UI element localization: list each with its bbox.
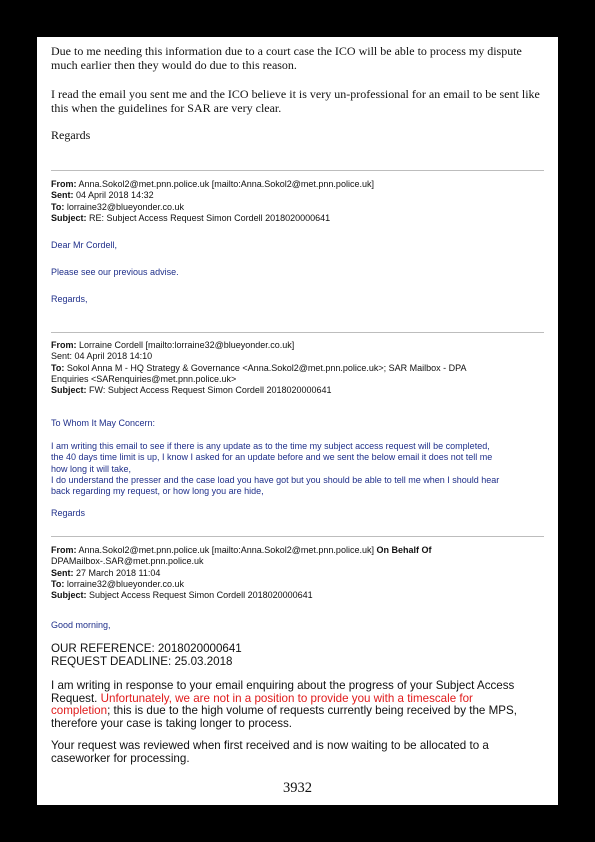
email2-body-line: I do understand the presser and the case load you have got but you should be able to tell me when I should hear [51,474,500,485]
on-behalf-label: On Behalf Of [376,545,432,555]
email3-from: Anna.Sokol2@met.pnn.police.uk [mailto:Anna.Sokol2@met.pnn.police.uk] [78,545,374,555]
email1-closing: Regards, [51,294,88,304]
request-deadline: REQUEST DEADLINE: 25.03.2018 [51,654,233,668]
intro-paragraph-1: Due to me needing this information due to a court case the ICO will be able to process my dispute much earlier then they would do due to this reason. [51,44,522,72]
intro-closing: Regards [51,128,91,142]
email2-to-line1: Sokol Anna M - HQ Strategy & Governance <Anna.Sokol2@met.pnn.police.uk>; SAR Mailbox - DPA [66,362,467,373]
email1-sent: 04 April 2018 14:32 [76,190,154,201]
email2-header [51,340,551,396]
email1-subject: RE: Subject Access Request Simon Cordell 2018020000641 [89,212,331,223]
email1-from: Anna.Sokol2@met.pnn.police.uk [mailto:Anna.Sokol2@met.pnn.police.uk] [78,179,374,189]
divider [51,332,544,333]
subject-label: Subject: [51,590,87,601]
email2-body-line: the 40 days time limit is up, I know I asked for an update before and we sent the below email it does not tell me [51,452,493,463]
from-label: From: [51,340,77,350]
to-label: To: [51,362,65,373]
email3-from-line2: DPAMailbox-.SAR@met.pnn.police.uk [51,556,204,567]
email3-para1-highlight: Unfortunately, we are not in a position to provide you with a timescale for completion [51,691,473,718]
email2-greeting: To Whom It May Concern: [51,418,156,428]
email1-to: lorraine32@blueyonder.co.uk [66,201,185,212]
email3-para1-end: ; this is due to the high volume of requests currently being received by the MPS, therefore your case is taking longer to process. [51,704,517,730]
email3-to: lorraine32@blueyonder.co.uk [66,578,185,589]
reference-number: OUR REFERENCE: 2018020000641 [51,642,242,655]
email2-to-line2: Enquiries <SARenquiries@met.pnn.police.uk> [51,373,237,384]
email3-reference-block [51,643,531,668]
page-number: 3932 [283,780,312,796]
email2-body-line: how long it will take, [51,463,132,474]
subject-label: Subject: [51,385,87,396]
email2-closing: Regards [51,508,86,518]
document-page [37,37,558,805]
email1-body: Please see our previous advise. [51,267,179,277]
email3-sent: 27 March 2018 11:04 [76,567,161,578]
email2-body-line: I am writing this email to see if there is any update as to the time my subject access request will be completed, [51,441,490,451]
email2-body [51,441,547,497]
email2-body-line: back regarding my request, or how long you are hide, [51,486,264,497]
email3-paragraph-1 [51,680,531,730]
to-label: To: [51,201,65,212]
to-label: To: [51,578,65,589]
email2-subject: FW: Subject Access Request Simon Cordell 2018020000641 [89,385,332,396]
email1-greeting: Dear Mr Cordell, [51,240,118,250]
email2-from: Lorraine Cordell [mailto:lorraine32@blueyonder.co.uk] [79,340,295,350]
divider [51,170,544,171]
subject-label: Subject: [51,212,87,223]
email3-para1-start: I am writing in response to your email enquiring about the progress of your Subject Access Request. [51,679,515,705]
divider [51,536,544,537]
email2-sent: 04 April 2018 14:10 [74,351,153,362]
email1-header [51,179,551,224]
sent-label: Sent: [51,190,74,201]
email3-paragraph-2: Your request was reviewed when first received and is now waiting to be allocated to a caseworker for processing. [51,739,489,765]
intro-paragraph-2: I read the email you sent me and the ICO believe it is very un-professional for an email to be sent like this when the guidelines for SAR are very clear. [51,87,540,115]
sent-label: Sent: [51,567,74,578]
email3-subject: Subject Access Request Simon Cordell 2018020000641 [89,590,313,601]
email3-header [51,545,551,601]
email3-greeting: Good morning, [51,620,111,630]
from-label: From: [51,179,77,189]
sent-label: Sent: [51,351,73,362]
from-label: From: [51,545,77,555]
